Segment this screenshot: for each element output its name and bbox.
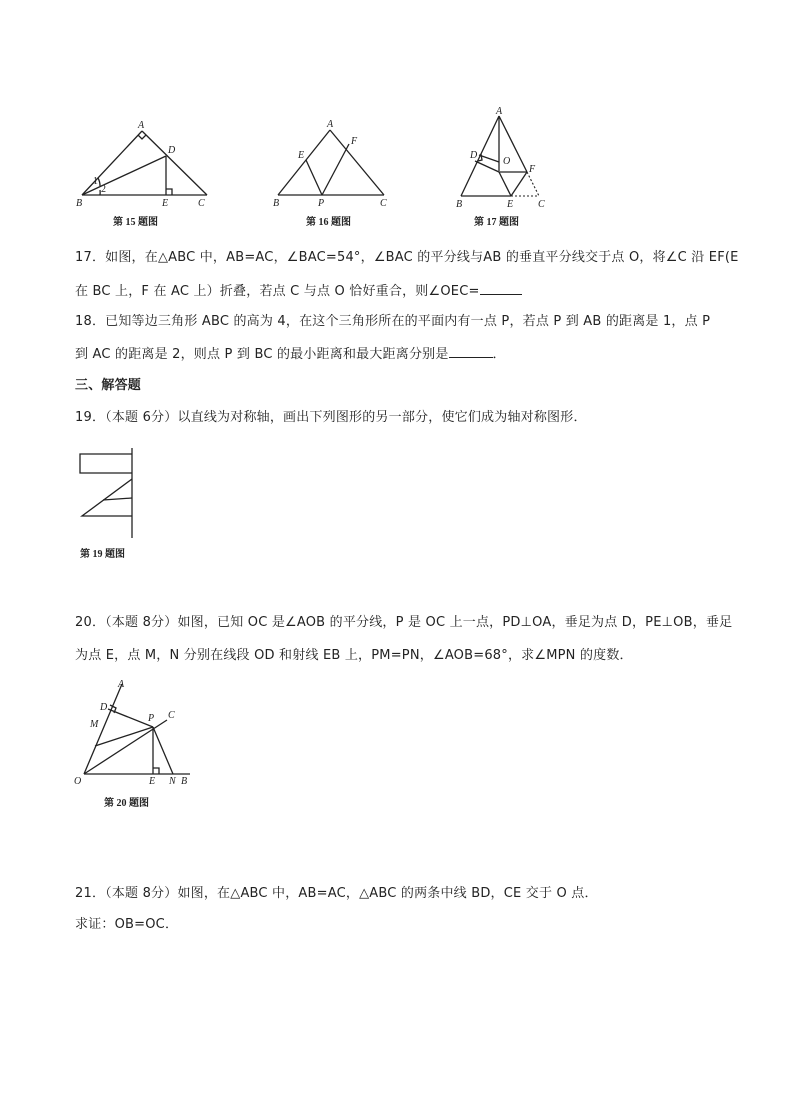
fig20-label-b: B (181, 776, 188, 787)
fig17-label-c: C (538, 199, 545, 210)
fig16-label-e: E (298, 150, 305, 161)
fig20-label-c: C (168, 710, 175, 721)
fig15-caption: 第 15 题图 (113, 217, 158, 228)
question-17-line-2-text: 在 BC 上，F 在 AC 上）折叠，若点 C 与点 O 恰好重合，则∠OEC= (75, 284, 480, 299)
question-18-line-2-text: 到 AC 的距离是 2，则点 P 到 BC 的最小距离和最大距离分别是 (75, 347, 449, 362)
fig17-label-a: A (496, 106, 503, 117)
figure-15 (74, 118, 214, 210)
fig17-label-o: O (503, 156, 511, 167)
fig15-label-a: A (138, 120, 145, 131)
question-21-line-2: 求证：OB=OC． (75, 917, 179, 932)
fig15-label-c: C (198, 198, 205, 209)
fig17-label-f: F (529, 164, 536, 175)
fig20-label-p: P (148, 713, 155, 724)
question-18-line-2 (75, 345, 506, 363)
question-17-line-2 (75, 282, 522, 300)
fig20-label-e: E (149, 776, 156, 787)
figure-20 (70, 674, 196, 790)
figure-19 (74, 446, 144, 542)
question-18-answer-blank[interactable] (449, 345, 493, 358)
fig16-label-c: C (380, 198, 387, 209)
fig20-label-m: M (90, 719, 99, 730)
question-17-line-1: 17．如图，在△ABC 中，AB=AC，∠BAC=54°，∠BAC 的平分线与AB 的垂直平分线交于点 O，将∠C 沿 EF(E (75, 250, 739, 265)
fig20-label-o: O (74, 776, 82, 787)
question-18-line-1: 18．已知等边三角形 ABC 的高为 4，在这个三角形所在的平面内有一点 P，若点 P 到 AB 的距离是 1，点 P (75, 314, 711, 329)
fig19-caption: 第 19 题图 (80, 549, 125, 560)
fig17-label-d: D (470, 150, 478, 161)
fig15-label-d: D (168, 145, 176, 156)
question-18-line-2-end: ． (492, 347, 506, 362)
fig16-label-p: P (318, 198, 325, 209)
fig16-label-a: A (327, 119, 334, 130)
question-21-line-1: 21．（本题 8分）如图，在△ABC 中，AB=AC，△ABC 的两条中线 BD，CE 交于 O 点． (75, 886, 598, 901)
fig15-label-2: 2 (101, 184, 106, 195)
figure-16 (270, 118, 390, 210)
fig20-label-a: A (118, 679, 125, 690)
fig17-label-e: E (507, 199, 514, 210)
fig15-label-b: B (76, 198, 83, 209)
fig15-label-1: 1 (93, 176, 98, 187)
question-20-line-1: 20．（本题 8分）如图，已知 OC 是∠AOB 的平分线，P 是 OC 上一点，PD⊥OA，垂足为点 D，PE⊥OB，垂足 (75, 615, 733, 630)
figure-17 (453, 106, 553, 210)
fig20-label-d: D (100, 702, 108, 713)
section-heading-3: 三、解答题 (75, 378, 142, 393)
fig16-caption: 第 16 题图 (306, 217, 351, 228)
question-19: 19．（本题 6分）以直线为对称轴，画出下列图形的另一部分，使它们成为轴对称图形． (75, 410, 587, 425)
fig20-label-n: N (169, 776, 176, 787)
question-20-line-2: 为点 E，点 M，N 分别在线段 OD 和射线 EB 上，PM=PN，∠AOB=68°，求∠MPN 的度数． (75, 648, 633, 663)
fig16-label-b: B (273, 198, 280, 209)
question-17-answer-blank[interactable] (480, 282, 522, 295)
fig15-label-e: E (162, 198, 169, 209)
fig20-caption: 第 20 题图 (104, 798, 149, 809)
fig17-label-b: B (456, 199, 463, 210)
fig16-label-f: F (351, 136, 358, 147)
fig17-caption: 第 17 题图 (474, 217, 519, 228)
